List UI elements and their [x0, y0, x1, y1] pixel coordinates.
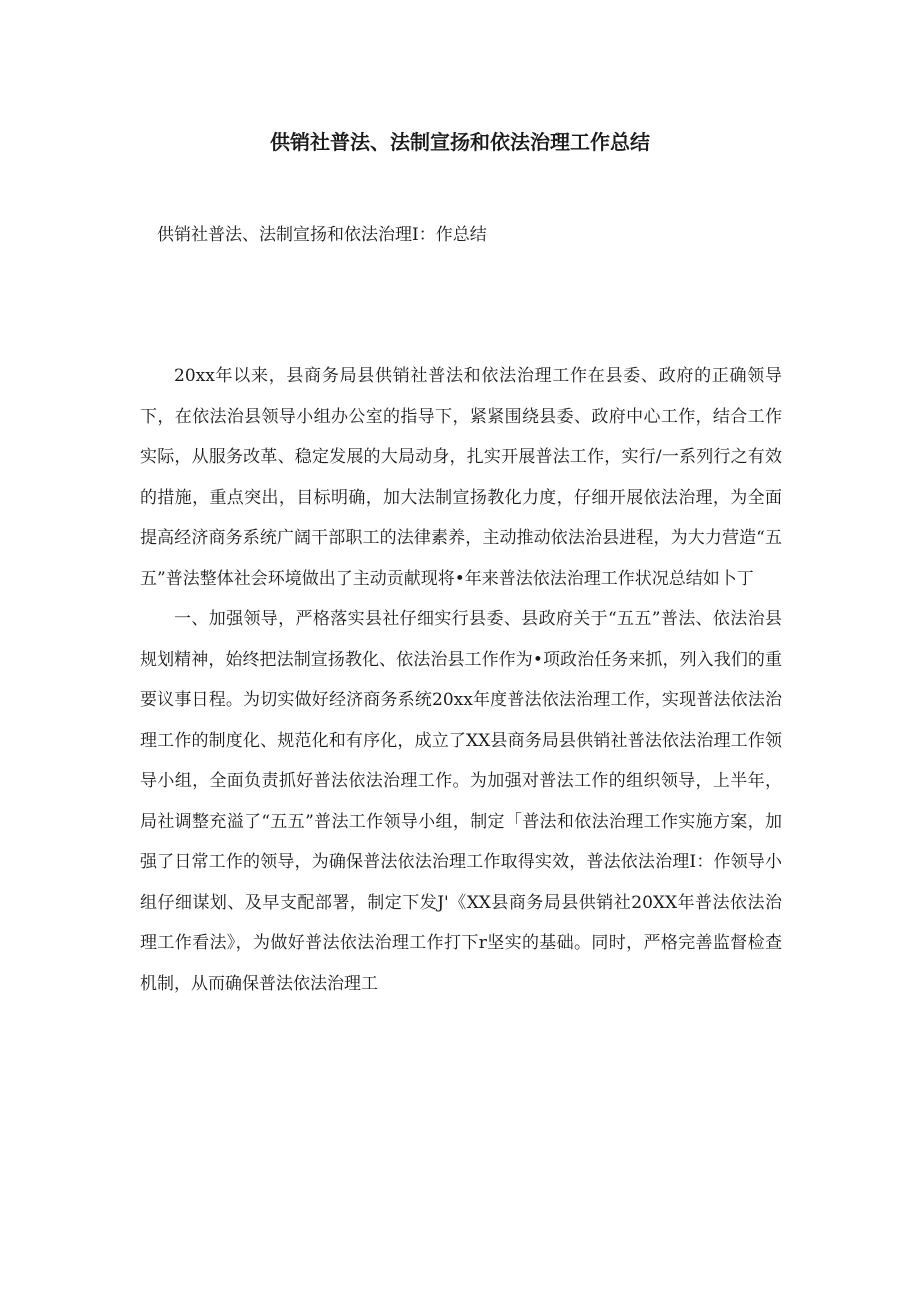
- document-body: [140, 356, 782, 1004]
- document-subtitle: 供销社普法、法制宣扬和依法治理I：作总结: [157, 225, 487, 245]
- paragraph-section-one: 一、加强领导，严格落实县社仔细实行县委、县政府关于“五五”普法、依法治县规划精神，始终把法制宣扬教化、依法治县工作作为•项政治任务来抓，列入我们的重要议事日程。为切实做好经济商务系统20xx年度普法依法治理工作，实现普法依法治理工作的制度化、规范化和有序化，成立了XX县商务局县供销社普法依法治理工作领导小组，全面负责抓好普法依法治理工作。为加强对普法工作的组织领导，上半年，局社调整充溢了“五五”普法工作领导小组，制定「普法和依法治理工作实施方案，加强了日常工作的领导，为确保普法依法治理工作取得实效，普法依法治理I：作领导小组仔细谋划、及早支配部署，制定下发J'《XX县商务局县供销社20XX年普法依法治理工作看法》，为做好普法依法治理工作打下r坚实的基础。同时，严格完善监督检查机制，从而确保普法依法治理工: [140, 609, 782, 994]
- paragraph-intro: 20xx年以来，县商务局县供销社普法和依法治理工作在县委、政府的正确领导下，在依法治县领导小组办公室的指导下，紧紧围绕县委、政府中心工作，结合工作实际，从服务改革、稳定发展的大局动身，扎实开展普法工作，实行/一系列行之有效的措施，重点突出，目标明确，加大法制宣扬教化力度，仔细开展依法治理，为全面提高经济商务系统广阔干部职工的法律素养，主动推动依法治县进程，为大力营造“五五”普法整体社会环境做出了主动贡献现将•年来普法依法治理工作状况总结如卜丁: [140, 366, 782, 589]
- document-title: 供销社普法、法制宣扬和依法治理工作总结: [270, 130, 650, 154]
